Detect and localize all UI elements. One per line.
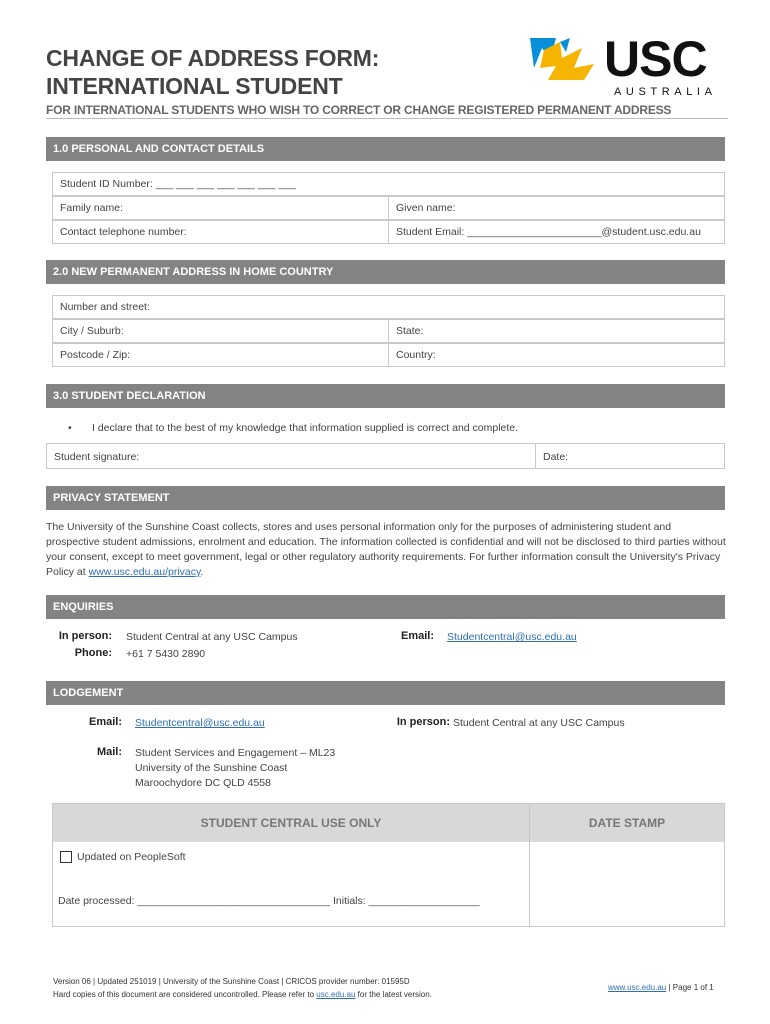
office-use-heading: STUDENT CENTRAL USE ONLY — [53, 804, 529, 842]
mail-line-2: University of the Sunshine Coast — [135, 762, 288, 774]
privacy-text — [46, 520, 726, 580]
mail-line-3: Maroochydore DC QLD 4558 — [135, 777, 271, 789]
country-field[interactable]: Country: — [388, 343, 725, 367]
usc-logo-mark-icon — [530, 38, 606, 82]
enquiries-email-label: Email: — [400, 630, 434, 642]
street-field[interactable]: Number and street: — [52, 295, 725, 319]
enquiries-in-person-value: Student Central at any USC Campus — [126, 631, 298, 643]
privacy-body: The University of the Sunshine Coast collects, stores and uses personal information only for the purposes of administering student and prospective student admissions, enrolment and education. The information collected is confidential and will not be disclosed to third parties without your consent, except to meet government, legal or other regulatory authority requirements. For further information consult the University's Privacy Policy at — [46, 521, 726, 578]
student-email-field[interactable]: Student Email: _______________________@student.usc.edu.au — [388, 220, 725, 244]
footer-disclaimer — [53, 988, 432, 1001]
footer-version: Version 06 | Updated 251019 | University of the Sunshine Coast | CRICOS provider number: 01595D — [53, 977, 410, 986]
page-title — [46, 44, 379, 100]
mail-line-1: Student Services and Engagement – ML23 — [135, 747, 336, 759]
logo-subtext: AUSTRALIA — [614, 86, 717, 98]
declaration-date-field[interactable]: Date: — [535, 443, 725, 469]
logo-text: USC — [604, 31, 707, 87]
footer-disclaimer-end: for the latest version. — [357, 990, 432, 999]
enquiries-phone-value: +61 7 5430 2890 — [126, 648, 206, 660]
subtitle-divider — [46, 118, 728, 119]
lodgement-mail-label: Mail: — [96, 746, 122, 758]
date-processed-field[interactable]: Date processed: _________________________________ Initials: ___________________ — [58, 895, 480, 907]
lodgement-mail-address — [135, 746, 335, 791]
section-3-header: 3.0 STUDENT DECLARATION — [46, 384, 725, 408]
page-subtitle: FOR INTERNATIONAL STUDENTS WHO WISH TO CORRECT OR CHANGE REGISTERED PERMANENT ADDRESS — [46, 103, 672, 117]
lodgement-email-link[interactable]: Studentcentral@usc.edu.au — [135, 717, 265, 729]
enquiries-in-person-label: In person: — [58, 630, 112, 642]
footer-usc-link[interactable]: usc.edu.au — [316, 990, 356, 999]
lodgement-header: LODGEMENT — [46, 681, 725, 705]
title-line-1: CHANGE OF ADDRESS FORM: — [46, 45, 380, 71]
declaration-text: I declare that to the best of my knowledge that information supplied is correct and complete. — [92, 422, 519, 434]
footer-disclaimer-text: Hard copies of this document are considered uncontrolled. Please refer to — [53, 990, 315, 999]
footer-page — [608, 981, 714, 994]
lodgement-in-person-label: In person: — [396, 716, 450, 728]
date-stamp-heading: DATE STAMP — [529, 804, 724, 842]
enquiries-email-link[interactable]: Studentcentral@usc.edu.au — [447, 631, 577, 643]
enquiries-header: ENQUIRIES — [46, 595, 725, 619]
peoplesoft-checkbox[interactable] — [60, 851, 72, 863]
city-field[interactable]: City / Suburb: — [52, 319, 389, 343]
office-divider — [529, 842, 530, 926]
phone-field[interactable]: Contact telephone number: — [52, 220, 389, 244]
page-number: | Page 1 of 1 — [668, 983, 714, 992]
signature-field[interactable]: Student signature: — [46, 443, 536, 469]
section-1-header: 1.0 PERSONAL AND CONTACT DETAILS — [46, 137, 725, 161]
peoplesoft-label: Updated on PeopleSoft — [77, 851, 186, 863]
given-name-field[interactable]: Given name: — [388, 196, 725, 220]
family-name-field[interactable]: Family name: — [52, 196, 389, 220]
declaration-bullet: • — [68, 422, 72, 434]
student-id-field[interactable]: Student ID Number: ___ ___ ___ ___ ___ ___ ___ — [52, 172, 725, 196]
section-2-header: 2.0 NEW PERMANENT ADDRESS IN HOME COUNTRY — [46, 260, 725, 284]
enquiries-phone-label: Phone: — [74, 647, 112, 659]
lodgement-in-person-value: Student Central at any USC Campus — [453, 717, 625, 729]
privacy-header: PRIVACY STATEMENT — [46, 486, 725, 510]
privacy-end: . — [200, 566, 204, 578]
privacy-policy-link[interactable]: www.usc.edu.au/privacy — [88, 566, 201, 578]
title-line-2: INTERNATIONAL STUDENT — [46, 73, 343, 99]
footer-site-link[interactable]: www.usc.edu.au — [608, 983, 667, 992]
lodgement-email-label: Email: — [88, 716, 122, 728]
state-field[interactable]: State: — [388, 319, 725, 343]
postcode-field[interactable]: Postcode / Zip: — [52, 343, 389, 367]
